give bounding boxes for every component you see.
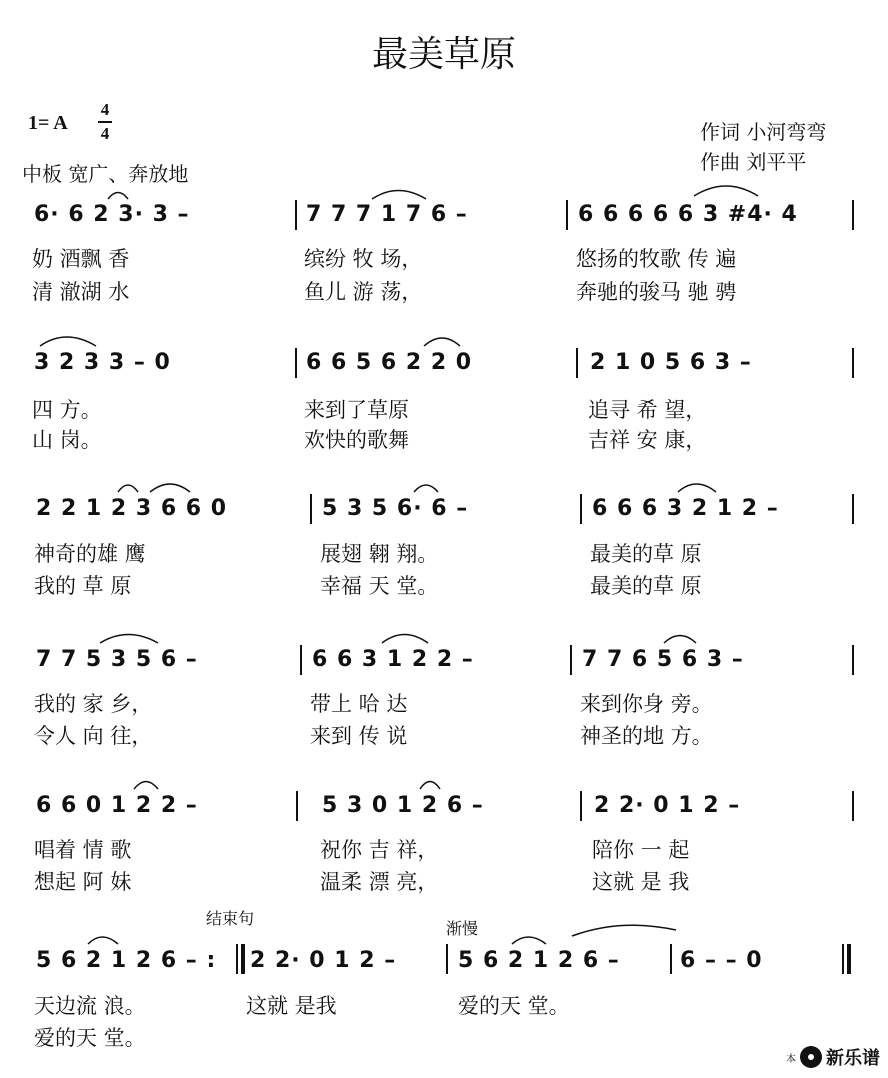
lyric-verse-1: 祝你 吉 祥，	[320, 838, 439, 862]
measure: 6 – – 0	[680, 948, 763, 973]
measure: 5 3 5 6· 6 –	[322, 496, 469, 521]
lyric-verse-1: 来到你身 旁。	[580, 692, 713, 716]
composer-credit: 作曲 刘平平	[700, 150, 807, 174]
time-signature-denominator: 4	[100, 124, 110, 143]
key-signature: 1= A	[28, 112, 68, 134]
measure: 5 6 2 1 2 6 –	[458, 948, 620, 973]
lyric-verse-1: 爱的天 堂。	[458, 994, 570, 1018]
measure: 6 6 6 6 6 3 #4· 4	[578, 202, 798, 227]
lyric-verse-1: 奶 酒飘 香	[32, 247, 130, 271]
measure: 3 2 3 3 – 0	[34, 350, 171, 375]
lyric-verse-2: 欢快的歌舞	[304, 428, 409, 452]
lyric-verse-2: 清 澈湖 水	[32, 280, 130, 304]
lyric-verse-2: 温柔 漂 亮，	[320, 870, 439, 894]
lyric-verse-2: 幸福 天 堂。	[320, 574, 439, 598]
measure: 7 7 7 1 7 6 –	[306, 202, 468, 227]
brand-name: 新乐谱	[826, 1048, 880, 1069]
publisher-watermark	[786, 1044, 880, 1070]
measure: 2 2 1 2 3 6 6 0	[36, 496, 228, 521]
lyric-verse-2: 令人 向 往，	[34, 724, 153, 748]
lyric-verse-2: 奔驰的骏马 驰 骋	[576, 280, 737, 304]
measure: 7 7 5 3 5 6 –	[36, 647, 198, 672]
ritardando-annotation: 渐慢	[446, 919, 479, 938]
lyric-verse-1: 最美的草 原	[590, 542, 702, 566]
ending-annotation: 结束句	[206, 909, 255, 928]
footer-label: 本	[786, 1053, 796, 1065]
lyric-verse-1: 四 方。	[32, 398, 102, 422]
lyric-verse-1: 陪你 一 起	[592, 838, 690, 862]
measure: 5 3 0 1 2 6 –	[322, 793, 484, 818]
lyric-verse-2: 想起 阿 妹	[34, 870, 132, 894]
lyric-verse-2: 神圣的地 方。	[580, 724, 713, 748]
measure: 7 7 6 5 6 3 –	[582, 647, 744, 672]
lyric-verse-1: 悠扬的牧歌 传 遍	[576, 247, 737, 271]
lyric-verse-2: 爱的天 堂。	[34, 1026, 146, 1050]
lyric-verse-1: 我的 家 乡，	[34, 692, 153, 716]
lyric-verse-1: 带上 哈 达	[310, 692, 408, 716]
time-signature-numerator: 4	[100, 100, 110, 119]
lyric-verse-1: 天边流 浪。	[34, 994, 146, 1018]
lyric-verse-2: 山 岗。	[32, 428, 102, 452]
page-title: 最美草原	[371, 34, 516, 75]
measure: 6 6 3 1 2 2 –	[312, 647, 474, 672]
measure: 6· 6 2 3· 3 –	[34, 202, 190, 227]
measure: 2 2· 0 1 2 –	[594, 793, 741, 818]
measure: 5 6 2 1 2 6 – :	[36, 948, 217, 973]
lyric-verse-1: 唱着 情 歌	[34, 838, 132, 862]
lyric-verse-2: 来到 传 说	[310, 724, 408, 748]
measure: 2 2· 0 1 2 –	[250, 948, 397, 973]
lyricist-credit: 作词 小河弯弯	[700, 120, 827, 144]
lyric-verse-1: 这就 是我	[246, 994, 337, 1018]
music-disc-icon	[800, 1046, 822, 1068]
measure: 6 6 0 1 2 2 –	[36, 793, 198, 818]
lyric-verse-2: 鱼儿 游 荡，	[304, 280, 423, 304]
lyric-verse-1: 展翅 翱 翔。	[320, 542, 439, 566]
lyric-verse-2: 我的 草 原	[34, 574, 132, 598]
lyric-verse-1: 缤纷 牧 场，	[304, 247, 423, 271]
measure: 6 6 5 6 2 2 0	[306, 350, 473, 375]
lyric-verse-1: 来到了草原	[304, 398, 409, 422]
lyric-verse-1: 神奇的雄 鹰	[34, 542, 146, 566]
measure: 2 1 0 5 6 3 –	[590, 350, 752, 375]
lyric-verse-2: 这就 是 我	[592, 870, 690, 894]
lyric-verse-1: 追寻 希 望，	[588, 398, 707, 422]
measure: 6 6 6 3 2 1 2 –	[592, 496, 779, 521]
lyric-verse-2: 吉祥 安 康，	[588, 428, 707, 452]
tempo-marking: 中板 宽广、奔放地	[22, 162, 189, 186]
lyric-verse-2: 最美的草 原	[590, 574, 702, 598]
